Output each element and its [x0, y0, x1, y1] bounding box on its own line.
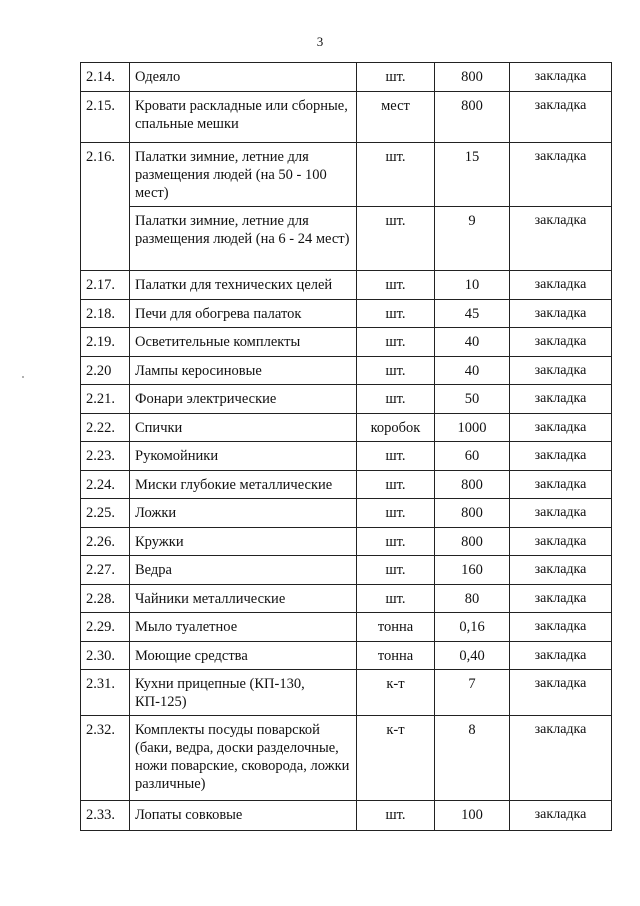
item-number: 2.18.: [81, 300, 130, 328]
item-number: 2.25.: [81, 499, 130, 528]
item-name: Спички: [130, 414, 357, 442]
table-row: [81, 585, 612, 613]
item-quantity: 0,16: [435, 613, 510, 642]
item-source: закладка: [510, 442, 612, 471]
item-unit: шт.: [357, 207, 435, 271]
item-source: закладка: [510, 92, 612, 143]
scan-speck: [22, 376, 24, 378]
item-number: 2.28.: [81, 585, 130, 613]
item-unit: шт.: [357, 585, 435, 613]
item-unit: шт.: [357, 357, 435, 385]
item-number: 2.14.: [81, 63, 130, 92]
item-source: закладка: [510, 556, 612, 585]
item-name: Миски глубокие металлические: [130, 471, 357, 499]
table-row: [81, 207, 612, 271]
item-name: Одеяло: [130, 63, 357, 92]
item-name: Палатки зимние, летние для размещения людей (на 50 - 100 мест): [130, 143, 357, 207]
item-name: Кухни прицепные (КП-130, КП-125): [130, 670, 357, 716]
item-source: закладка: [510, 585, 612, 613]
item-name: Лампы керосиновые: [130, 357, 357, 385]
item-quantity: 60: [435, 442, 510, 471]
table-row: [81, 414, 612, 442]
item-quantity: 9: [435, 207, 510, 271]
item-quantity: 800: [435, 92, 510, 143]
item-unit: шт.: [357, 471, 435, 499]
item-quantity: 800: [435, 499, 510, 528]
item-name: Моющие средства: [130, 642, 357, 670]
table-row: [81, 716, 612, 801]
table-row: [81, 328, 612, 357]
item-unit: шт.: [357, 63, 435, 92]
item-name: Комплекты посуды поварской (баки, ведра, доски разделочные, ножи поварские, сковорода, ложки различные): [130, 716, 357, 801]
item-source: закладка: [510, 642, 612, 670]
item-unit: к-т: [357, 716, 435, 801]
item-unit: коробок: [357, 414, 435, 442]
item-source: закладка: [510, 471, 612, 499]
item-number: 2.32.: [81, 716, 130, 801]
item-number: 2.27.: [81, 556, 130, 585]
item-number: 2.33.: [81, 801, 130, 831]
item-number: 2.23.: [81, 442, 130, 471]
item-quantity: 800: [435, 471, 510, 499]
item-quantity: 100: [435, 801, 510, 831]
item-name: Ложки: [130, 499, 357, 528]
item-quantity: 40: [435, 357, 510, 385]
item-unit: шт.: [357, 271, 435, 300]
item-name: Печи для обогрева палаток: [130, 300, 357, 328]
table-row: [81, 143, 612, 207]
item-source: закладка: [510, 300, 612, 328]
table-row: [81, 613, 612, 642]
item-source: закладка: [510, 499, 612, 528]
table-row: [81, 92, 612, 143]
item-number: 2.24.: [81, 471, 130, 499]
item-name: Чайники металлические: [130, 585, 357, 613]
item-name: Мыло туалетное: [130, 613, 357, 642]
page-number: 3: [316, 34, 324, 49]
item-source: закладка: [510, 414, 612, 442]
item-quantity: 0,40: [435, 642, 510, 670]
item-unit: шт.: [357, 528, 435, 556]
supply-table-body: [81, 63, 612, 831]
item-number: 2.30.: [81, 642, 130, 670]
item-unit: шт.: [357, 499, 435, 528]
item-source: закладка: [510, 385, 612, 414]
table-row: [81, 300, 612, 328]
item-source: закладка: [510, 670, 612, 716]
item-unit: шт.: [357, 300, 435, 328]
item-number: 2.21.: [81, 385, 130, 414]
item-quantity: 800: [435, 528, 510, 556]
item-quantity: 80: [435, 585, 510, 613]
item-number: 2.31.: [81, 670, 130, 716]
item-number: 2.22.: [81, 414, 130, 442]
item-number: 2.26.: [81, 528, 130, 556]
item-number: 2.15.: [81, 92, 130, 143]
item-number: 2.29.: [81, 613, 130, 642]
item-source: закладка: [510, 207, 612, 271]
item-source: закладка: [510, 357, 612, 385]
item-unit: шт.: [357, 556, 435, 585]
item-source: закладка: [510, 328, 612, 357]
item-number: 2.16.: [81, 143, 130, 271]
item-name: Лопаты совковые: [130, 801, 357, 831]
table-row: [81, 801, 612, 831]
table-row: [81, 357, 612, 385]
item-source: закладка: [510, 271, 612, 300]
item-quantity: 10: [435, 271, 510, 300]
supply-table: [80, 62, 612, 831]
table-row: [81, 385, 612, 414]
item-unit: шт.: [357, 801, 435, 831]
item-quantity: 800: [435, 63, 510, 92]
table-row: [81, 63, 612, 92]
item-source: закладка: [510, 613, 612, 642]
item-quantity: 7: [435, 670, 510, 716]
item-unit: шт.: [357, 143, 435, 207]
item-number: 2.19.: [81, 328, 130, 357]
item-quantity: 50: [435, 385, 510, 414]
table-row: [81, 471, 612, 499]
item-name: Ведра: [130, 556, 357, 585]
table-row: [81, 642, 612, 670]
item-unit: шт.: [357, 442, 435, 471]
item-unit: тонна: [357, 613, 435, 642]
table-row: [81, 271, 612, 300]
item-name: Фонари электрические: [130, 385, 357, 414]
table-row: [81, 499, 612, 528]
table-row: [81, 442, 612, 471]
item-number: 2.17.: [81, 271, 130, 300]
table-row: [81, 556, 612, 585]
item-source: закладка: [510, 63, 612, 92]
item-number: 2.20: [81, 357, 130, 385]
item-quantity: 160: [435, 556, 510, 585]
item-name: Осветительные комплекты: [130, 328, 357, 357]
item-quantity: 45: [435, 300, 510, 328]
item-name: Палатки для технических целей: [130, 271, 357, 300]
item-unit: шт.: [357, 385, 435, 414]
item-unit: тонна: [357, 642, 435, 670]
table-row: [81, 528, 612, 556]
item-quantity: 8: [435, 716, 510, 801]
item-name: Кружки: [130, 528, 357, 556]
item-quantity: 40: [435, 328, 510, 357]
item-source: закладка: [510, 801, 612, 831]
item-unit: к-т: [357, 670, 435, 716]
item-source: закладка: [510, 143, 612, 207]
item-quantity: 1000: [435, 414, 510, 442]
item-unit: шт.: [357, 328, 435, 357]
item-name: Палатки зимние, летние для размещения людей (на 6 - 24 мест): [130, 207, 357, 271]
item-unit: мест: [357, 92, 435, 143]
item-name: Кровати раскладные или сборные, спальные мешки: [130, 92, 357, 143]
item-quantity: 15: [435, 143, 510, 207]
item-source: закладка: [510, 716, 612, 801]
item-source: закладка: [510, 528, 612, 556]
table-row: [81, 670, 612, 716]
item-name: Рукомойники: [130, 442, 357, 471]
